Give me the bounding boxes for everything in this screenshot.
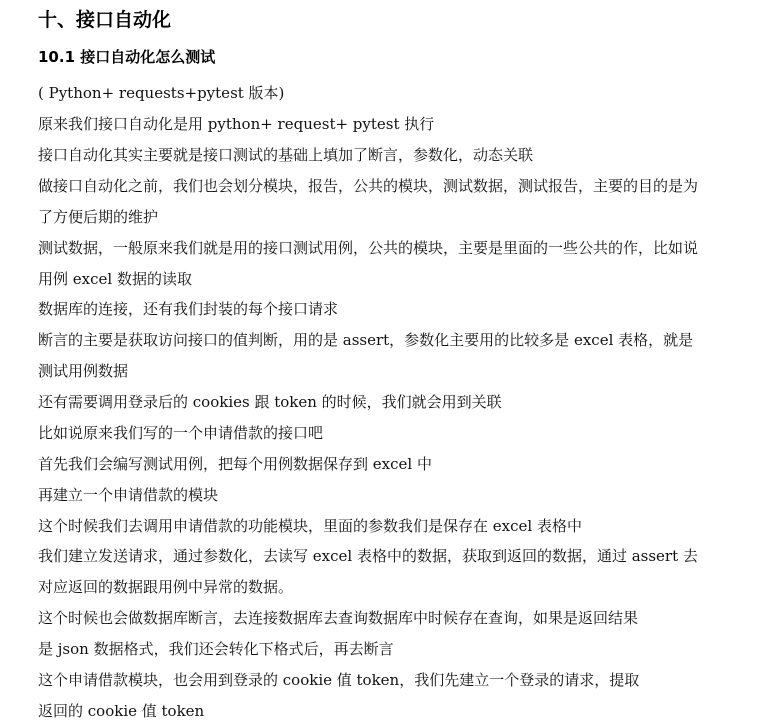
paragraph-line: 原来我们接口自动化是用 python+ request+ pytest 执行 bbox=[38, 115, 435, 133]
paragraph-line: 是 json 数据格式，我们还会转化下格式后，再去断言 bbox=[38, 640, 394, 658]
paragraph-line: 做接口自动化之前，我们也会划分模块，报告，公共的模块，测试数据，测试报告，主要的目的是为 bbox=[38, 177, 699, 195]
paragraph-line: 对应返回的数据跟用例中异常的数据。 bbox=[38, 578, 294, 596]
paragraph-line: 测试数据，一般原来我们就是用的接口测试用例，公共的模块，主要是里面的一些公共的作，比如说 bbox=[38, 239, 699, 257]
subsection-title: 10.1 接口自动化怎么测试 bbox=[38, 48, 216, 66]
paragraph-line: 数据库的连接，还有我们封装的每个接口请求 bbox=[38, 300, 339, 318]
paragraph-line: 断言的主要是获取访问接口的值判断，用的是 assert，参数化主要用的比较多是 excel 表格，就是 bbox=[38, 331, 694, 349]
paragraph-line: 首先我们会编写测试用例，把每个用例数据保存到 excel 中 bbox=[38, 455, 432, 473]
paragraph-line: ( Python+ requests+pytest 版本) bbox=[38, 84, 285, 102]
paragraph-line: 再建立一个申请借款的模块 bbox=[38, 486, 219, 504]
paragraph-line: 这个时候我们去调用申请借款的功能模块，里面的参数我们是保存在 excel 表格中 bbox=[38, 517, 582, 535]
paragraph-line: 用例 excel 数据的读取 bbox=[38, 270, 192, 288]
paragraph-line: 还有需要调用登录后的 cookies 跟 token 的时候，我们就会用到关联 bbox=[38, 393, 502, 411]
paragraph-line: 我们建立发送请求，通过参数化，去读写 excel 表格中的数据，获取到返回的数据，通过 assert 去 bbox=[38, 547, 698, 565]
section-title: 十、接口自动化 bbox=[38, 9, 172, 31]
paragraph-line: 测试用例数据 bbox=[38, 362, 129, 380]
paragraph-line: 这个申请借款模块，也会用到登录的 cookie 值 token，我们先建立一个登录的请求，提取 bbox=[38, 671, 640, 689]
paragraph-line: 返回的 cookie 值 token bbox=[38, 702, 205, 720]
paragraph-line: 比如说原来我们写的一个申请借款的接口吧 bbox=[38, 424, 324, 442]
paragraph-line: 接口自动化其实主要就是接口测试的基础上填加了断言，参数化，动态关联 bbox=[38, 146, 534, 164]
paragraph-line: 了方便后期的维护 bbox=[38, 208, 159, 226]
paragraph-line: 这个时候也会做数据库断言，去连接数据库去查询数据库中时候存在查询，如果是返回结果 bbox=[38, 609, 639, 627]
